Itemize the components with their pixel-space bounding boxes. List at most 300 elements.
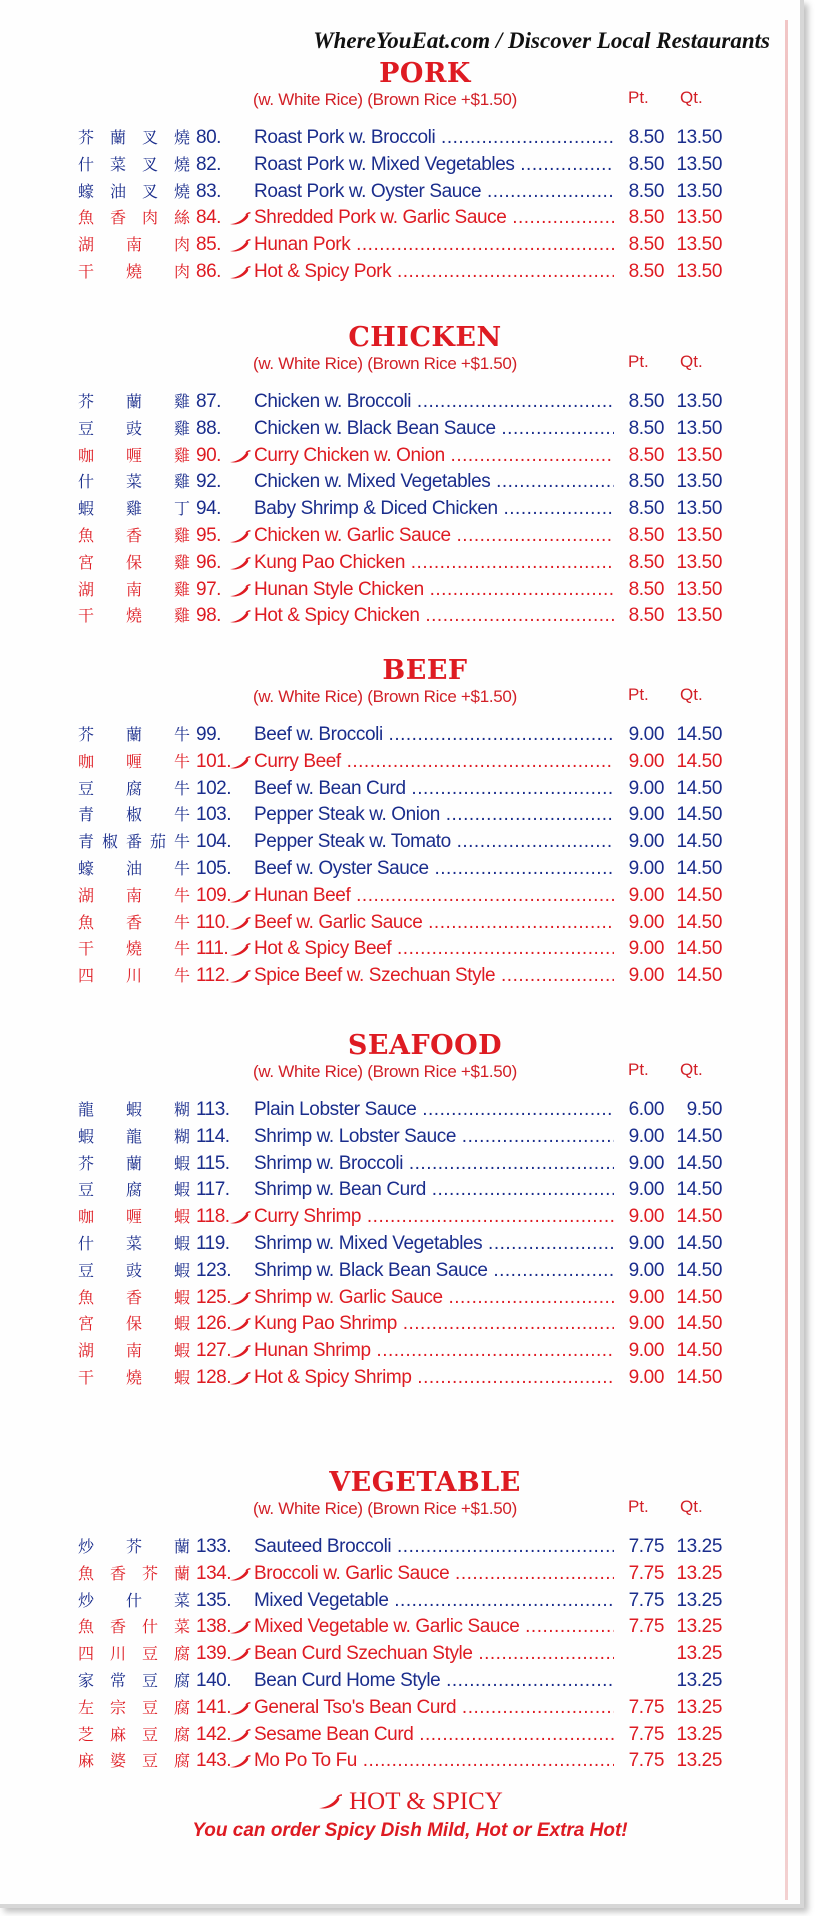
quart-price: 9.50 <box>686 1099 722 1120</box>
quart-price: 14.50 <box>676 1152 722 1174</box>
quart-price: 13.25 <box>676 1562 722 1584</box>
quart-price: 14.50 <box>676 911 722 933</box>
quart-price: 13.50 <box>676 391 722 412</box>
item-name: Sesame Bean Curd ..... <box>254 1723 614 1747</box>
chinese-name: 干 燒 蝦 <box>78 1367 190 1387</box>
item-name: Beef w. Broccoli ..... <box>254 723 614 747</box>
chinese-name: 干 燒 肉 <box>78 261 190 281</box>
chinese-name: 豆 豉 雞 <box>78 418 190 438</box>
menu-item <box>0 260 800 287</box>
pint-price: 8.50 <box>628 391 664 412</box>
chinese-name: 湖 南 牛 <box>78 885 190 905</box>
item-name: Broccoli w. Garlic Sauce ..... <box>254 1562 614 1586</box>
chinese-name: 干 燒 牛 <box>78 939 190 959</box>
menu-item <box>0 1178 800 1205</box>
chinese-name: 四 川 牛 <box>78 966 190 986</box>
menu-item <box>0 1366 800 1393</box>
item-number: 141. <box>196 1696 231 1718</box>
quart-price: 13.50 <box>676 207 722 229</box>
menu-item <box>0 153 800 180</box>
chili-pepper-icon <box>229 1318 251 1332</box>
menu-item <box>0 937 800 964</box>
rice-note: (w. White Rice) (Brown Rice +$1.50) <box>253 1062 517 1081</box>
item-number: 115. <box>196 1152 230 1174</box>
item-number: 125. <box>196 1286 231 1308</box>
item-name: Shredded Pork w. Garlic Sauce ..... <box>254 206 614 230</box>
pint-price: 9.00 <box>628 884 664 906</box>
menu-item <box>0 1339 800 1366</box>
section-pork <box>0 58 800 287</box>
menu-item <box>0 1312 800 1339</box>
menu-item <box>0 803 800 830</box>
quart-price: 14.50 <box>676 1125 722 1147</box>
menu-item <box>0 444 800 471</box>
quart-header: Qt. <box>680 1060 703 1079</box>
quart-price: 14.50 <box>676 1340 722 1362</box>
item-name: Curry Beef ..... <box>254 750 614 774</box>
menu-item <box>0 470 800 497</box>
menu-item <box>0 1152 800 1179</box>
item-name: General Tso's Bean Curd ..... <box>254 1696 614 1720</box>
quart-price: 13.25 <box>676 1616 722 1638</box>
menu-item <box>0 1562 800 1589</box>
chinese-name: 蝦 雞 丁 <box>78 499 190 519</box>
item-number: 105. <box>196 857 231 879</box>
pint-price: 9.00 <box>628 938 664 960</box>
quart-price: 13.25 <box>676 1589 722 1611</box>
item-number: 126. <box>196 1313 231 1335</box>
item-name: Pepper Steak w. Onion ..... <box>254 803 614 827</box>
pint-price: 8.50 <box>628 471 664 493</box>
item-number: 99. <box>196 724 221 745</box>
pint-price: 9.00 <box>628 1206 664 1228</box>
menu-item <box>0 604 800 631</box>
item-number: 139. <box>196 1643 231 1665</box>
chili-pepper-icon <box>229 943 251 957</box>
chinese-name: 豆 腐 蝦 <box>78 1180 190 1200</box>
item-name: Chicken w. Broccoli ..... <box>254 390 614 414</box>
section-beef <box>0 655 800 991</box>
item-name: Hot & Spicy Chicken ..... <box>254 604 614 628</box>
menu-item <box>0 1125 800 1152</box>
item-number: 92. <box>196 471 221 493</box>
pint-price: 7.75 <box>628 1750 664 1772</box>
menu-item <box>0 830 800 857</box>
item-name: Curry Chicken w. Onion ..... <box>254 444 614 468</box>
chili-pepper-icon <box>229 212 251 226</box>
chili-pepper-icon <box>229 1702 251 1716</box>
item-number: 94. <box>196 498 221 520</box>
item-name: Bean Curd Home Style ..... <box>254 1669 614 1693</box>
quart-price: 13.25 <box>676 1536 722 1557</box>
item-name: Bean Curd Szechuan Style ..... <box>254 1642 614 1666</box>
chili-pepper-icon <box>229 610 251 624</box>
menu-item <box>0 911 800 938</box>
chili-pepper-icon <box>229 266 251 280</box>
section-subhead <box>0 1499 800 1521</box>
item-name: Shrimp w. Lobster Sauce ..... <box>254 1125 614 1149</box>
item-name: Hot & Spicy Beef ..... <box>254 937 614 961</box>
quart-price: 13.50 <box>676 551 722 573</box>
menu-item <box>0 750 800 777</box>
item-number: 128. <box>196 1366 231 1388</box>
item-number: 87. <box>196 391 221 412</box>
quart-price: 14.50 <box>676 750 722 772</box>
quart-price: 14.50 <box>676 965 722 987</box>
pint-price: 8.50 <box>628 578 664 600</box>
chinese-name: 豆 豉 蝦 <box>78 1260 190 1280</box>
menu-item <box>0 206 800 233</box>
item-list <box>0 1098 800 1393</box>
pint-price: 8.50 <box>628 260 664 282</box>
chinese-name: 蝦 龍 糊 <box>78 1126 190 1146</box>
quart-price: 14.50 <box>676 804 722 826</box>
section-vegetable <box>0 1467 800 1776</box>
chinese-name: 魚 香 芥 蘭 <box>78 1563 190 1583</box>
chili-pepper-icon <box>317 1794 343 1810</box>
spicy-note: You can order Spicy Dish Mild, Hot or Extra Hot! <box>192 1820 628 1841</box>
quart-price: 14.50 <box>676 1232 722 1254</box>
quart-price: 13.25 <box>676 1669 722 1691</box>
quart-price: 14.50 <box>676 938 722 960</box>
chinese-name: 四 川 豆 腐 <box>78 1644 190 1664</box>
item-number: 80. <box>196 127 221 148</box>
quart-header: Qt. <box>680 352 703 371</box>
chili-pepper-icon <box>229 1568 251 1582</box>
chinese-name: 湖 南 肉 <box>78 235 190 255</box>
quart-price: 14.50 <box>676 1313 722 1335</box>
item-name: Kung Pao Chicken ..... <box>254 551 614 575</box>
chinese-name: 蠔 油 牛 <box>78 858 190 878</box>
chinese-name: 魚 香 牛 <box>78 912 190 932</box>
pint-price: 7.75 <box>628 1562 664 1584</box>
chinese-name: 宮 保 蝦 <box>78 1314 190 1334</box>
item-number: 117. <box>196 1179 230 1201</box>
chinese-name: 麻 婆 豆 腐 <box>78 1751 190 1771</box>
pint-price: 6.00 <box>628 1099 664 1120</box>
pint-header: Pt. <box>628 1497 649 1516</box>
item-name: Shrimp w. Black Bean Sauce ..... <box>254 1259 614 1283</box>
pint-price: 8.50 <box>628 417 664 439</box>
item-name: Kung Pao Shrimp ..... <box>254 1312 614 1336</box>
item-number: 97. <box>196 578 221 600</box>
item-number: 134. <box>196 1562 231 1584</box>
pint-price: 8.50 <box>628 498 664 520</box>
item-number: 82. <box>196 153 221 175</box>
item-name: Hunan Beef ..... <box>254 884 614 908</box>
chili-pepper-icon <box>229 970 251 984</box>
chinese-name: 干 燒 雞 <box>78 606 190 626</box>
menu-item <box>0 1205 800 1232</box>
item-list <box>0 390 800 631</box>
chinese-name: 芥 蘭 蝦 <box>78 1153 190 1173</box>
pint-price: 9.00 <box>628 777 664 799</box>
item-number: 84. <box>196 207 221 229</box>
section-subhead <box>0 1062 800 1084</box>
pint-price: 8.50 <box>628 524 664 546</box>
menu-item <box>0 497 800 524</box>
pint-price: 9.00 <box>628 1259 664 1281</box>
quart-price: 14.50 <box>676 857 722 879</box>
menu-item <box>0 390 800 417</box>
menu-item <box>0 1696 800 1723</box>
chinese-name: 魚 香 雞 <box>78 525 190 545</box>
item-list <box>0 723 800 991</box>
item-number: 98. <box>196 605 221 627</box>
pint-price: 8.50 <box>628 234 664 256</box>
pint-price: 7.75 <box>628 1589 664 1611</box>
quart-header: Qt. <box>680 1497 703 1516</box>
menu-item <box>0 1669 800 1696</box>
item-number: 127. <box>196 1340 231 1362</box>
item-name: Hunan Style Chicken ..... <box>254 578 614 602</box>
chinese-name: 咖 喱 牛 <box>78 751 190 771</box>
chili-pepper-icon <box>229 1372 251 1386</box>
rice-note: (w. White Rice) (Brown Rice +$1.50) <box>253 687 517 706</box>
item-name: Shrimp w. Mixed Vegetables ..... <box>254 1232 614 1256</box>
section-title: CHICKEN <box>348 322 502 353</box>
quart-price: 13.50 <box>676 234 722 256</box>
item-name: Shrimp w. Broccoli ..... <box>254 1152 614 1176</box>
item-number: 140. <box>196 1669 231 1691</box>
quart-price: 13.25 <box>676 1723 722 1745</box>
item-number: 83. <box>196 180 221 202</box>
quart-price: 13.25 <box>676 1750 722 1772</box>
item-name: Chicken w. Garlic Sauce ..... <box>254 524 614 548</box>
site-header: WhereYouEat.com / Discover Local Restaurants <box>313 28 770 53</box>
menu-item <box>0 1286 800 1313</box>
quart-price: 13.50 <box>676 498 722 520</box>
quart-price: 14.50 <box>676 1286 722 1308</box>
item-name: Shrimp w. Garlic Sauce ..... <box>254 1286 614 1310</box>
item-name: Shrimp w. Bean Curd ..... <box>254 1178 614 1202</box>
chili-pepper-icon <box>229 584 251 598</box>
item-name: Chicken w. Black Bean Sauce ..... <box>254 417 614 441</box>
item-number: 104. <box>196 831 231 853</box>
pint-price: 8.50 <box>628 444 664 466</box>
chili-pepper-icon <box>229 450 251 464</box>
quart-price: 13.50 <box>676 260 722 282</box>
item-name: Hunan Pork ..... <box>254 233 614 257</box>
chinese-name: 咖 喱 雞 <box>78 445 190 465</box>
item-name: Baby Shrimp & Diced Chicken ..... <box>254 497 614 521</box>
item-number: 101. <box>196 750 231 772</box>
chinese-name: 什 菜 叉 燒 <box>78 154 190 174</box>
item-name: Mixed Vegetable ..... <box>254 1589 614 1613</box>
chinese-name: 左 宗 豆 腐 <box>78 1697 190 1717</box>
chili-pepper-icon <box>229 1345 251 1359</box>
item-name: Hunan Shrimp ..... <box>254 1339 614 1363</box>
item-number: 138. <box>196 1616 231 1638</box>
pint-price: 9.00 <box>628 804 664 826</box>
item-number: 114. <box>196 1125 230 1147</box>
item-number: 90. <box>196 444 221 466</box>
item-name: Mo Po To Fu ..... <box>254 1749 614 1773</box>
quart-price: 13.50 <box>676 605 722 627</box>
quart-price: 14.50 <box>676 1179 722 1201</box>
section-subhead <box>0 354 800 376</box>
pint-header: Pt. <box>628 352 649 371</box>
item-name: Chicken w. Mixed Vegetables ..... <box>254 470 614 494</box>
pint-header: Pt. <box>628 685 649 704</box>
hot-spicy-legend <box>20 1788 800 1816</box>
item-number: 123. <box>196 1259 231 1281</box>
menu-item <box>0 1259 800 1286</box>
chili-pepper-icon <box>229 917 251 931</box>
chinese-name: 宮 保 雞 <box>78 552 190 572</box>
chili-pepper-icon <box>229 1292 251 1306</box>
item-number: 111. <box>196 938 229 960</box>
chinese-name: 魚 香 什 菜 <box>78 1617 190 1637</box>
item-number: 119. <box>196 1232 230 1254</box>
quart-price: 14.50 <box>676 831 722 853</box>
section-title: SEAFOOD <box>347 1030 503 1061</box>
quart-price: 13.25 <box>676 1696 722 1718</box>
item-number: 109. <box>196 884 231 906</box>
item-list <box>0 1535 800 1776</box>
chili-pepper-icon <box>229 1755 251 1769</box>
quart-header: Qt. <box>680 685 703 704</box>
rice-note: (w. White Rice) (Brown Rice +$1.50) <box>253 354 517 373</box>
menu-item <box>0 857 800 884</box>
item-number: 88. <box>196 417 221 439</box>
menu-item <box>0 233 800 260</box>
chinese-name: 家 常 豆 腐 <box>78 1670 190 1690</box>
menu-item <box>0 417 800 444</box>
quart-price: 13.25 <box>676 1643 722 1665</box>
menu-item <box>0 1232 800 1259</box>
item-number: 96. <box>196 551 221 573</box>
chinese-name: 咖 喱 蝦 <box>78 1207 190 1227</box>
chinese-name: 湖 南 雞 <box>78 579 190 599</box>
chinese-name: 豆 腐 牛 <box>78 778 190 798</box>
pint-price: 9.00 <box>628 911 664 933</box>
quart-price: 14.50 <box>676 1259 722 1281</box>
pint-price: 9.00 <box>628 724 664 745</box>
pint-price: 8.50 <box>628 207 664 229</box>
quart-price: 13.50 <box>676 471 722 493</box>
quart-header: Qt. <box>680 88 703 107</box>
item-number: 133. <box>196 1536 231 1557</box>
item-name: Roast Pork w. Broccoli ..... <box>254 126 614 150</box>
quart-price: 14.50 <box>676 884 722 906</box>
pint-price: 9.00 <box>628 965 664 987</box>
pint-price: 8.50 <box>628 180 664 202</box>
pint-price: 9.00 <box>628 1152 664 1174</box>
item-name: Beef w. Garlic Sauce ..... <box>254 911 614 935</box>
menu-item <box>0 1749 800 1776</box>
item-name: Pepper Steak w. Tomato ..... <box>254 830 614 854</box>
section-chicken <box>0 322 800 631</box>
pint-price: 9.00 <box>628 1232 664 1254</box>
chili-pepper-icon <box>229 1729 251 1743</box>
section-title: BEEF <box>382 655 468 686</box>
pint-price: 7.75 <box>628 1696 664 1718</box>
quart-price: 13.50 <box>676 578 722 600</box>
item-name: Spice Beef w. Szechuan Style ..... <box>254 964 614 988</box>
pint-price: 9.00 <box>628 1286 664 1308</box>
quart-price: 14.50 <box>676 1206 722 1228</box>
chinese-name: 炒 芥 蘭 <box>78 1537 190 1556</box>
menu-item <box>0 126 800 153</box>
item-name: Hot & Spicy Pork ..... <box>254 260 614 284</box>
chili-pepper-icon <box>229 890 251 904</box>
menu-footer <box>0 1788 800 1842</box>
chili-pepper-icon <box>229 239 251 253</box>
chinese-name: 芥 蘭 雞 <box>78 392 190 411</box>
legend-label: HOT & SPICY <box>349 1788 503 1815</box>
menu-item <box>0 578 800 605</box>
chinese-name: 魚 香 蝦 <box>78 1287 190 1307</box>
chinese-name: 芝 麻 豆 腐 <box>78 1724 190 1744</box>
quart-price: 13.50 <box>676 444 722 466</box>
item-number: 95. <box>196 524 221 546</box>
item-name: Beef w. Bean Curd ..... <box>254 777 614 801</box>
menu-item <box>0 777 800 804</box>
pint-header: Pt. <box>628 88 649 107</box>
quart-price: 13.50 <box>676 524 722 546</box>
chinese-name: 什 菜 蝦 <box>78 1233 190 1253</box>
chinese-name: 炒 什 菜 <box>78 1590 190 1610</box>
pint-price: 9.00 <box>628 857 664 879</box>
item-list <box>0 126 800 287</box>
item-name: Hot & Spicy Shrimp ..... <box>254 1366 614 1390</box>
item-number: 85. <box>196 234 221 256</box>
item-name: Plain Lobster Sauce ..... <box>254 1098 614 1122</box>
pint-price: 7.75 <box>628 1536 664 1557</box>
item-number: 86. <box>196 260 221 282</box>
pint-price: 8.50 <box>628 127 664 148</box>
chili-pepper-icon <box>229 1621 251 1635</box>
rice-note: (w. White Rice) (Brown Rice +$1.50) <box>253 1499 517 1518</box>
menu-item <box>0 1098 800 1125</box>
menu-item <box>0 964 800 991</box>
pint-price: 9.00 <box>628 1366 664 1388</box>
item-number: 103. <box>196 804 231 826</box>
pint-price: 9.00 <box>628 750 664 772</box>
chinese-name: 湖 南 蝦 <box>78 1341 190 1361</box>
quart-price: 14.50 <box>676 1366 722 1388</box>
quart-price: 13.50 <box>676 417 722 439</box>
quart-price: 13.50 <box>676 127 722 148</box>
section-title: VEGETABLE <box>329 1467 521 1498</box>
pint-price: 8.50 <box>628 605 664 627</box>
section-subhead <box>0 90 800 112</box>
pint-header: Pt. <box>628 1060 649 1079</box>
item-number: 110. <box>196 911 230 933</box>
item-number: 142. <box>196 1723 231 1745</box>
chinese-name: 青 椒 番 茄 牛 <box>78 832 190 852</box>
menu-item <box>0 884 800 911</box>
menu-item <box>0 180 800 207</box>
chili-pepper-icon <box>229 530 251 544</box>
item-number: 102. <box>196 777 231 799</box>
item-number: 135. <box>196 1589 231 1611</box>
chili-pepper-icon <box>229 557 251 571</box>
section-seafood <box>0 1030 800 1393</box>
pint-price: 8.50 <box>628 551 664 573</box>
item-number: 113. <box>196 1099 230 1120</box>
chili-pepper-icon <box>229 756 251 770</box>
pint-price: 9.00 <box>628 831 664 853</box>
menu-item <box>0 551 800 578</box>
chili-pepper-icon <box>229 1648 251 1662</box>
pint-price: 7.75 <box>628 1616 664 1638</box>
chinese-name: 什 菜 雞 <box>78 472 190 492</box>
pint-price: 8.50 <box>628 153 664 175</box>
menu-item <box>0 1723 800 1750</box>
quart-price: 14.50 <box>676 777 722 799</box>
